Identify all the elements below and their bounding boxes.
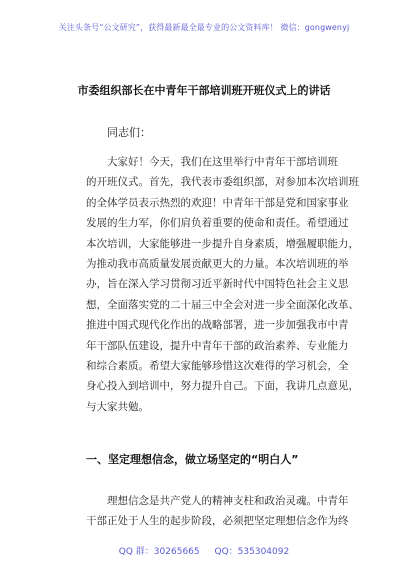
document-title: 市委组织部长在中青年干部培训班开班仪式上的讲话 — [77, 84, 331, 97]
paragraph-line: 与大家共勉。 — [86, 400, 149, 413]
paragraph-line: 推进中国式现代化作出的战略部署，进一步加强我市中青 — [86, 319, 349, 332]
paragraph-line: 本次培训，大家能够进一步提升自身素质，增强履职能力， — [86, 237, 359, 250]
paragraph-line: 的全体学员表示热烈的欢迎！中青年干部是党和国家事业 — [86, 196, 349, 209]
greeting: 同志们： — [107, 126, 151, 139]
paragraph-line: 的开班仪式。首先，我代表市委组织部，对参加本次培训班 — [86, 176, 359, 189]
paragraph-2 — [86, 491, 349, 532]
qq-group-number: QQ 群：30265665 — [118, 547, 200, 557]
qq-number: QQ：535304092 — [214, 547, 290, 557]
paragraph-line: 年干部队伍建设，提升中青年干部的政治素养、专业能力 — [86, 339, 349, 352]
promo-header: 关注头条号“公文研究”，获得最新最全最专业的公文资料库！ 微信：gongwenyj — [58, 23, 350, 32]
paragraph-line: 发展的生力军，你们肩负着重要的使命和责任。希望通过 — [86, 217, 349, 230]
contact-footer — [0, 544, 408, 557]
paragraph-line: 干部正处于人生的起步阶段，必须把坚定理想信念作为终 — [86, 515, 349, 528]
section-heading: 一、坚定理想信念，做立场坚定的“明白人” — [86, 453, 299, 466]
paragraph-line: 为推动我市高质量发展贡献更大的力量。本次培训班的举 — [86, 257, 349, 270]
paragraph-line: 办，旨在深入学习贯彻习近平新时代中国特色社会主义思 — [86, 278, 349, 291]
paragraph-line: 大家好！今天，我们在这里举行中青年干部培训班 — [107, 156, 338, 168]
paragraph-1 — [86, 152, 359, 417]
paragraph-line: 和综合素质。希望大家能够珍惜这次难得的学习机会，全 — [86, 359, 349, 372]
paragraph-line: 身心投入到培训中，努力提升自己。下面，我讲几点意见， — [86, 380, 359, 393]
paragraph-line: 想，全面落实党的二十届三中全会对进一步全面深化改革、 — [86, 298, 359, 311]
paragraph-line: 理想信念是共产党人的精神支柱和政治灵魂。中青年 — [107, 495, 349, 507]
